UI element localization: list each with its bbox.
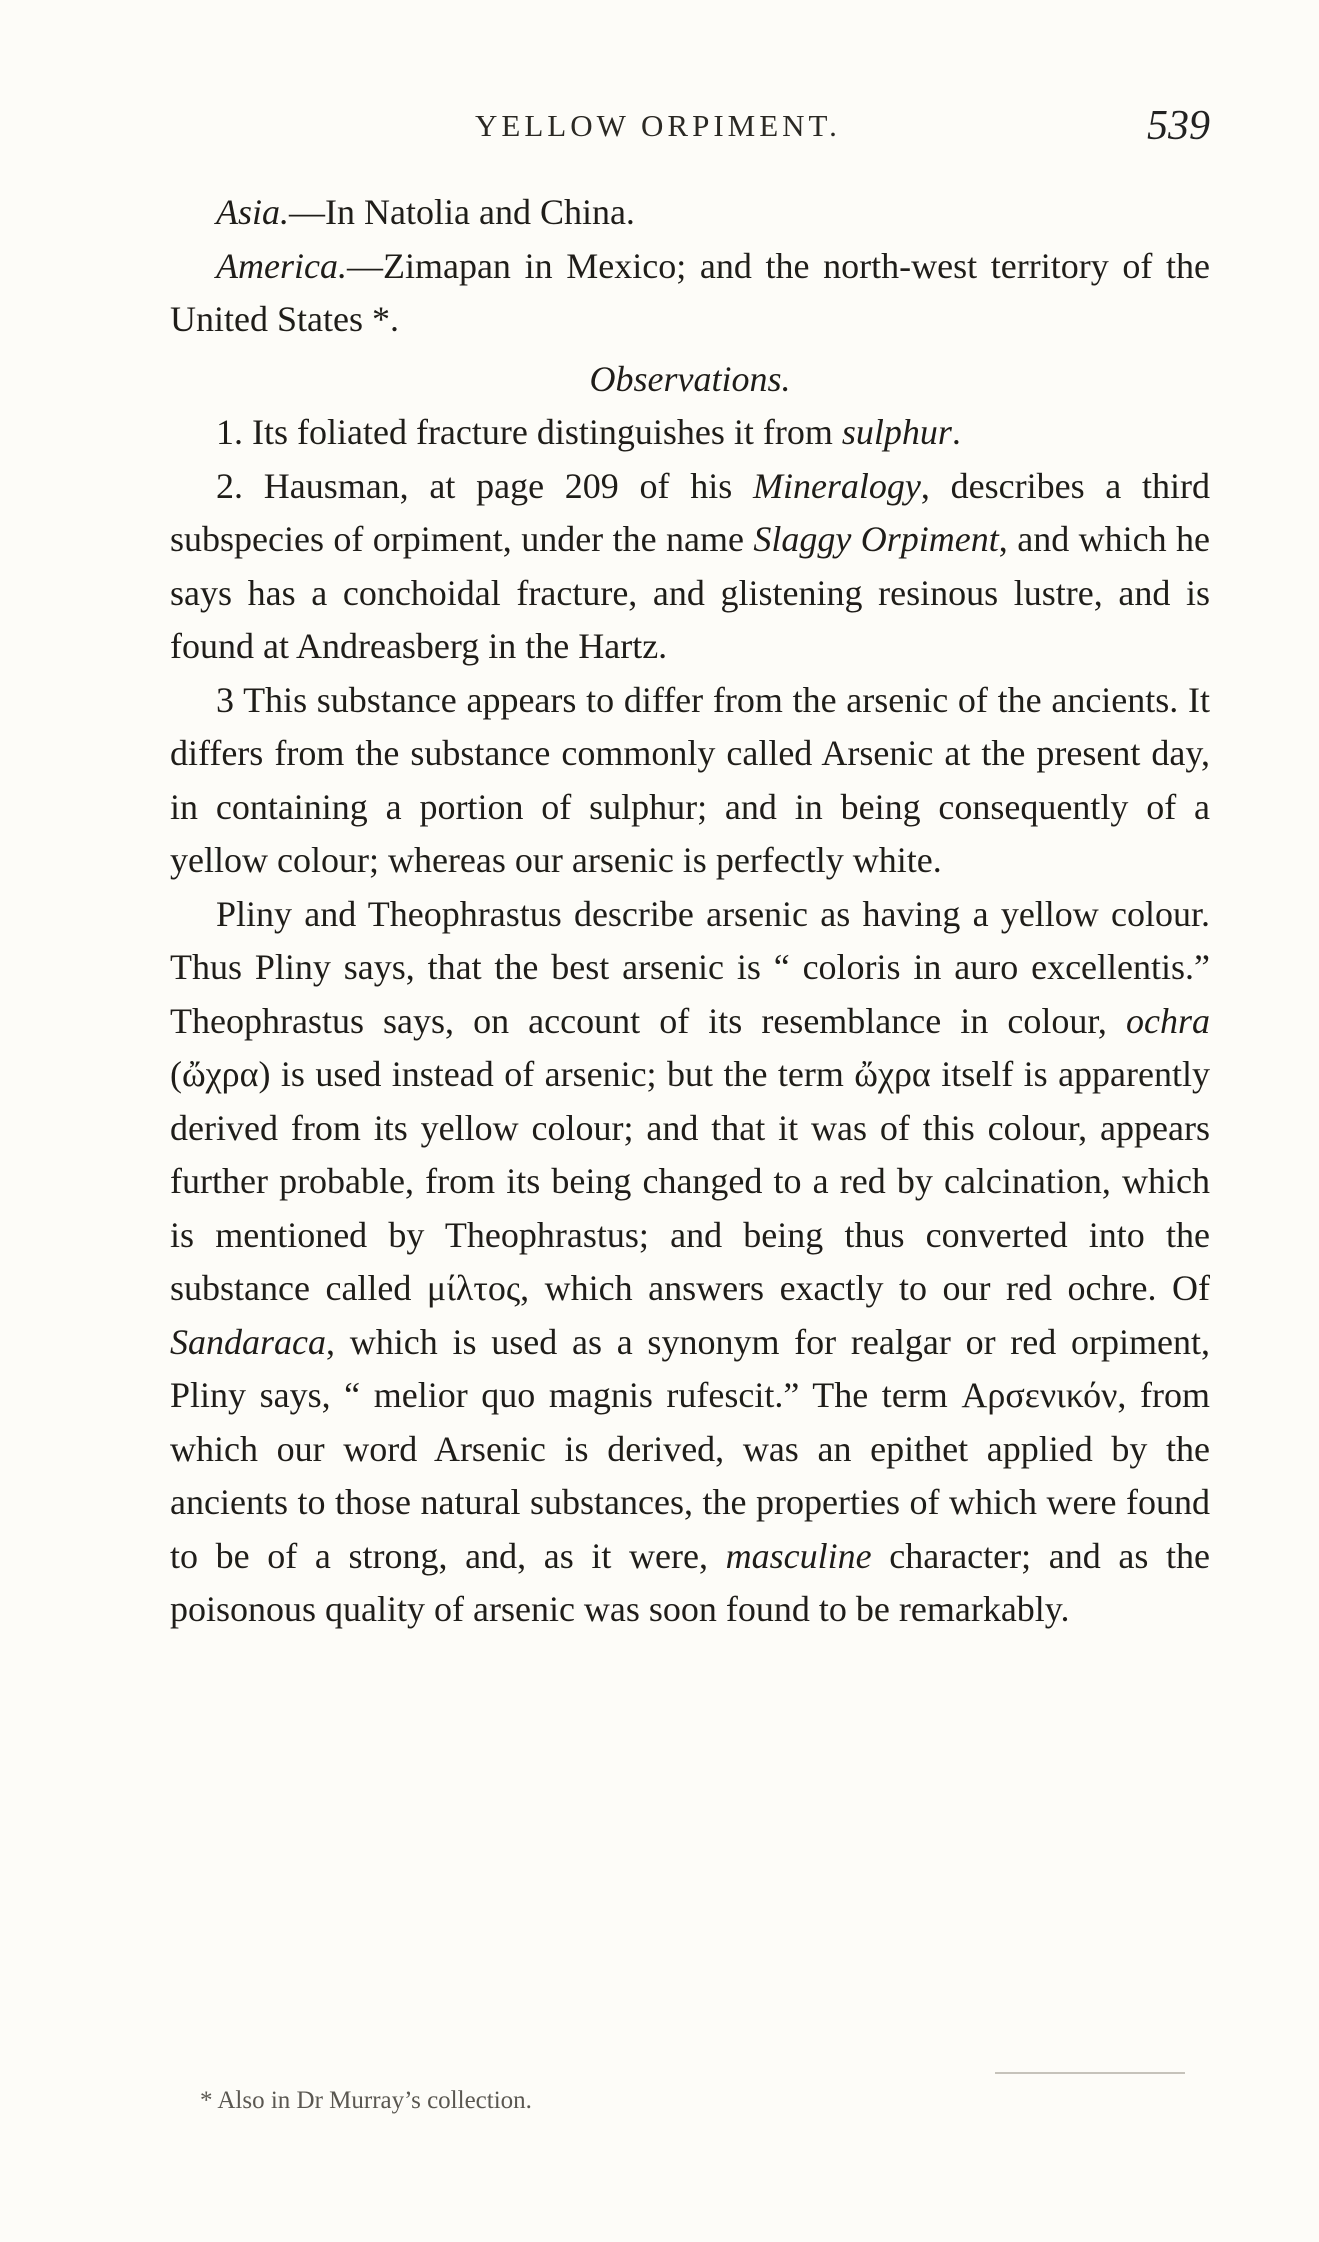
footnote: * Also in Dr Murray’s collection. — [200, 2087, 532, 2114]
pliny-part-d: character; and as the poisonous quality of arsenic was soon found to be remarkably. — [170, 1535, 1210, 1629]
pliny-sandaraca: Sandaraca — [170, 1321, 326, 1362]
pliny-part-a: Pliny and Theophrastus describe arsenic as having a yellow colour. Thus Pliny says, that the best arsenic is “ coloris in auro excellentis.” Theophrastus says, on account of its resemblance in colour, — [170, 893, 1210, 1041]
main-text — [170, 186, 1210, 1637]
obs2-book: Mineralogy — [752, 465, 921, 506]
pliny-part-b: (ὤχρα) is used instead of arsenic; but the term ὤχρα itself is apparently derived from its yellow colour; and that it was of this colour, appears further probable, from its being changed to a red by calcination, which is mentioned by Theophrastus; and being thus converted into the substance called μίλτος, which answers exactly to our red ochre. Of — [170, 1054, 1210, 1308]
footnote-rule — [995, 2072, 1185, 2074]
pliny-ochra: ochra — [1126, 1000, 1210, 1041]
page-header — [170, 103, 1210, 152]
america-text: —Zimapan in Mexico; and the north-west territory of the United States *. — [170, 245, 1210, 339]
asia-paragraph — [170, 186, 1210, 240]
obs2-name: Slaggy Orpiment — [753, 519, 999, 559]
america-label: America. — [216, 245, 347, 286]
pliny-part-c: , which is used as a synonym for realgar or red orpiment, Pliny says, “ melior quo magnis rufescit.” The term Αρσενικόν, from which our word Arsenic is derived, was an epithet applied by the ancients to those natural substances, the properties of which were found to be of a strong, and, as it were, — [170, 1321, 1210, 1576]
obs3-text: 3 This substance appears to differ from the arsenic of the ancients. It differs from the substance commonly called Arsenic at the present day, in containing a portion of sulphur; and in being consequently of a yellow colour; whereas our arsenic is perfectly white. — [170, 679, 1210, 880]
observations-heading: Observations. — [589, 358, 791, 399]
obs2-middle: , describes a third subspecies of orpiment, under the name — [170, 465, 1210, 559]
asia-dash: — — [289, 192, 326, 232]
observation-1 — [170, 406, 1210, 460]
asia-label: Asia. — [216, 192, 290, 232]
obs1-end: . — [951, 412, 961, 452]
obs2-suffix: , and which he says has a conchoidal fracture, and glistening resinous lustre, and is found at Andreasberg in the Hartz. — [170, 519, 1211, 666]
obs2-prefix: 2. Hausman, at page 209 of his — [216, 465, 753, 506]
pliny-masculine: masculine — [725, 1535, 872, 1576]
observation-3 — [170, 674, 1210, 888]
obs1-prefix: 1. Its foliated fracture distinguishes it from — [216, 412, 842, 452]
asia-text: In Natolia and China. — [325, 192, 635, 232]
obs1-term: sulphur — [841, 412, 952, 452]
america-paragraph — [170, 240, 1210, 347]
pliny-paragraph — [170, 888, 1210, 1637]
page-number: 539 — [1147, 103, 1210, 149]
running-head: YELLOW ORPIMENT. — [475, 108, 841, 143]
observation-2 — [170, 460, 1210, 674]
